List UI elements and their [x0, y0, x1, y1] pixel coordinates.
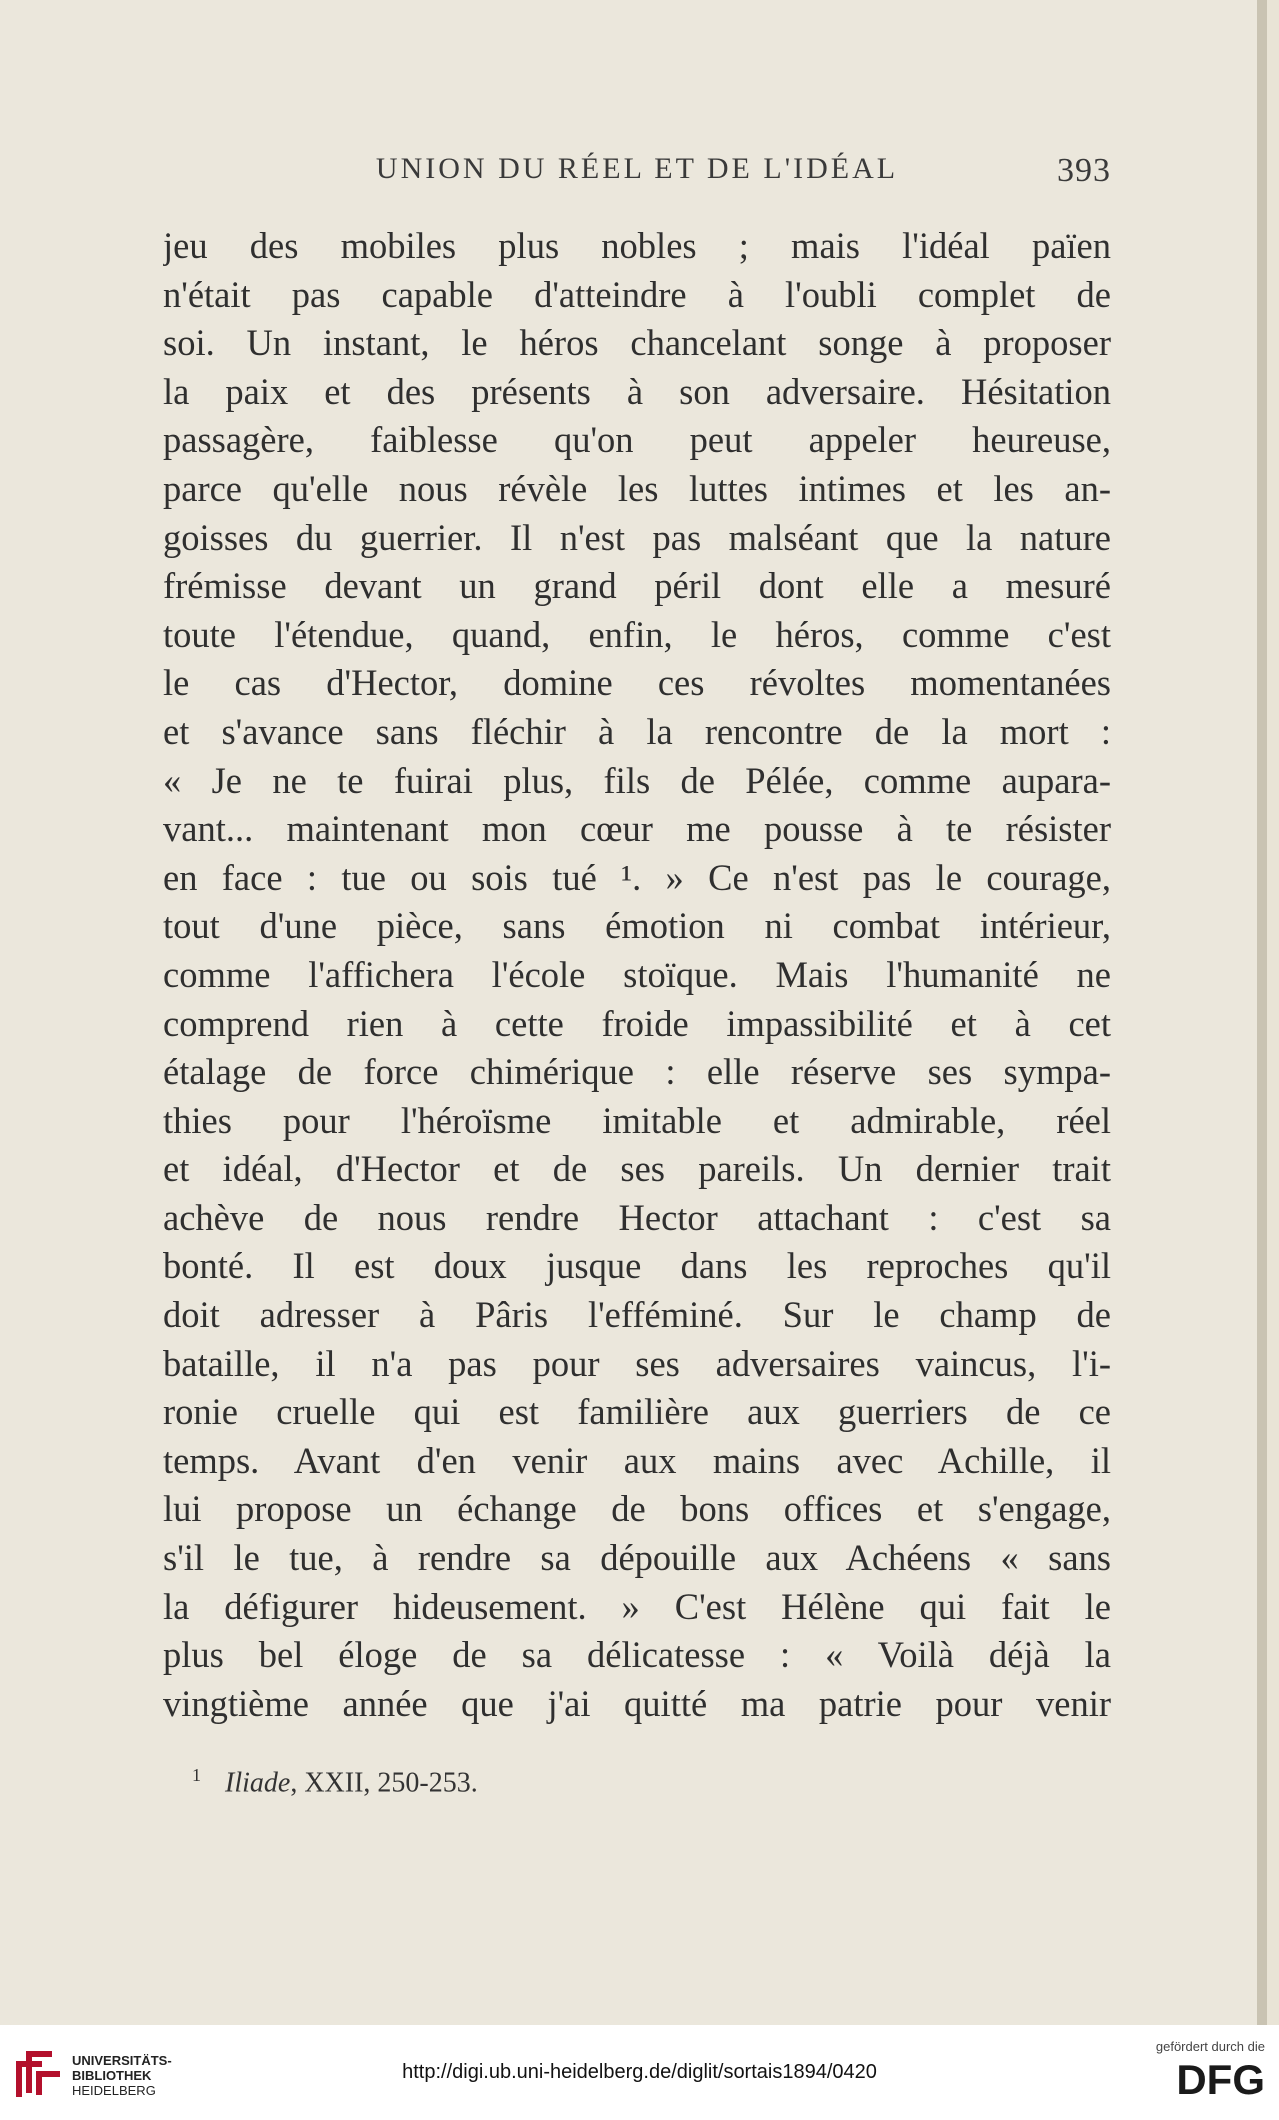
- text-line: et idéal, d'Hector et de ses pareils. Un dernier trait: [163, 1148, 1111, 1190]
- running-title: UNION DU RÉEL ET DE L'IDÉAL: [375, 152, 899, 185]
- text-line: vingtième année que j'ai quitté ma patrie pour venir: [163, 1682, 1111, 1724]
- text-line: le cas d'Hector, domine ces révoltes momentanées: [163, 662, 1111, 704]
- text-line: la paix et des présents à son adversaire. Hésitation: [163, 370, 1111, 412]
- text-line: bonté. Il est doux jusque dans les reproches qu'il: [163, 1245, 1111, 1287]
- dfg-logo-icon: [1145, 2056, 1265, 2098]
- text-line: « Je ne te fuirai plus, fils de Pélée, comme aupara-: [163, 759, 1111, 801]
- page-header: [163, 152, 1111, 192]
- viewer-footer: [0, 2025, 1279, 2120]
- funder-block: [1145, 2039, 1265, 2098]
- text-line: plus bel éloge de sa délicatesse : « Voilà déjà la: [163, 1634, 1111, 1676]
- text-line: frémisse devant un grand péril dont elle a mesuré: [163, 565, 1111, 607]
- footnote-work-title: Iliade: [225, 1767, 291, 1799]
- text-line: lui propose un échange de bons offices et s'engage,: [163, 1488, 1111, 1530]
- text-line: soi. Un instant, le héros chancelant songe à proposer: [163, 322, 1111, 364]
- text-line: tout d'une pièce, sans émotion ni combat intérieur,: [163, 905, 1111, 947]
- text-line: la défigurer hideusement. » C'est Hélène qui fait le: [163, 1585, 1111, 1627]
- footnote-reference: , XXII, 250-253.: [290, 1767, 478, 1799]
- text-line: toute l'étendue, quand, enfin, le héros, comme c'est: [163, 613, 1111, 655]
- text-line: comme l'affichera l'école stoïque. Mais l'humanité ne: [163, 953, 1111, 995]
- text-line: en face : tue ou sois tué ¹. » Ce n'est pas le courage,: [163, 856, 1111, 898]
- page-number: 393: [1057, 152, 1111, 189]
- text-line: s'il le tue, à rendre sa dépouille aux Achéens « sans: [163, 1537, 1111, 1579]
- text-line: vant... maintenant mon cœur me pousse à te résister: [163, 808, 1111, 850]
- document-url-link[interactable]: http://digi.ub.uni-heidelberg.de/diglit/sortais1894/0420: [402, 2061, 877, 2083]
- text-line: passagère, faiblesse qu'on peut appeler heureuse,: [163, 419, 1111, 461]
- library-name-line1: UNIVERSITÄTS-: [72, 2053, 172, 2068]
- text-line: parce qu'elle nous révèle les luttes intimes et les an-: [163, 467, 1111, 509]
- funder-name: DFG: [1176, 2056, 1265, 2098]
- text-line: doit adresser à Pâris l'efféminé. Sur le champ de: [163, 1294, 1111, 1336]
- text-line: temps. Avant d'en venir aux mains avec Achille, il: [163, 1439, 1111, 1481]
- body-text: [163, 222, 1111, 1728]
- footnote: [192, 1765, 478, 1799]
- text-line: étalage de force chimérique : elle réserve ses sympa-: [163, 1051, 1111, 1093]
- text-line: thies pour l'héroïsme imitable et admirable, réel: [163, 1099, 1111, 1141]
- text-line: et s'avance sans fléchir à la rencontre de la mort :: [163, 710, 1111, 752]
- footnote-marker: 1: [192, 1765, 201, 1785]
- text-line: goisses du guerrier. Il n'est pas malséant que la nature: [163, 516, 1111, 558]
- text-line: comprend rien à cette froide impassibilité et à cet: [163, 1002, 1111, 1044]
- library-name-line2: BIBLIOTHEK: [72, 2068, 152, 2083]
- text-line: n'était pas capable d'atteindre à l'oubli complet de: [163, 273, 1111, 315]
- text-line: bataille, il n'a pas pour ses adversaires vaincus, l'i-: [163, 1342, 1111, 1384]
- text-line: ronie cruelle qui est familière aux guerriers de ce: [163, 1391, 1111, 1433]
- funder-label: gefördert durch die: [1155, 2039, 1265, 2054]
- text-line: achève de nous rendre Hector attachant : c'est sa: [163, 1196, 1111, 1238]
- text-line: jeu des mobiles plus nobles ; mais l'idéal païen: [163, 225, 1111, 266]
- library-name-line3: HEIDELBERG: [72, 2083, 156, 2098]
